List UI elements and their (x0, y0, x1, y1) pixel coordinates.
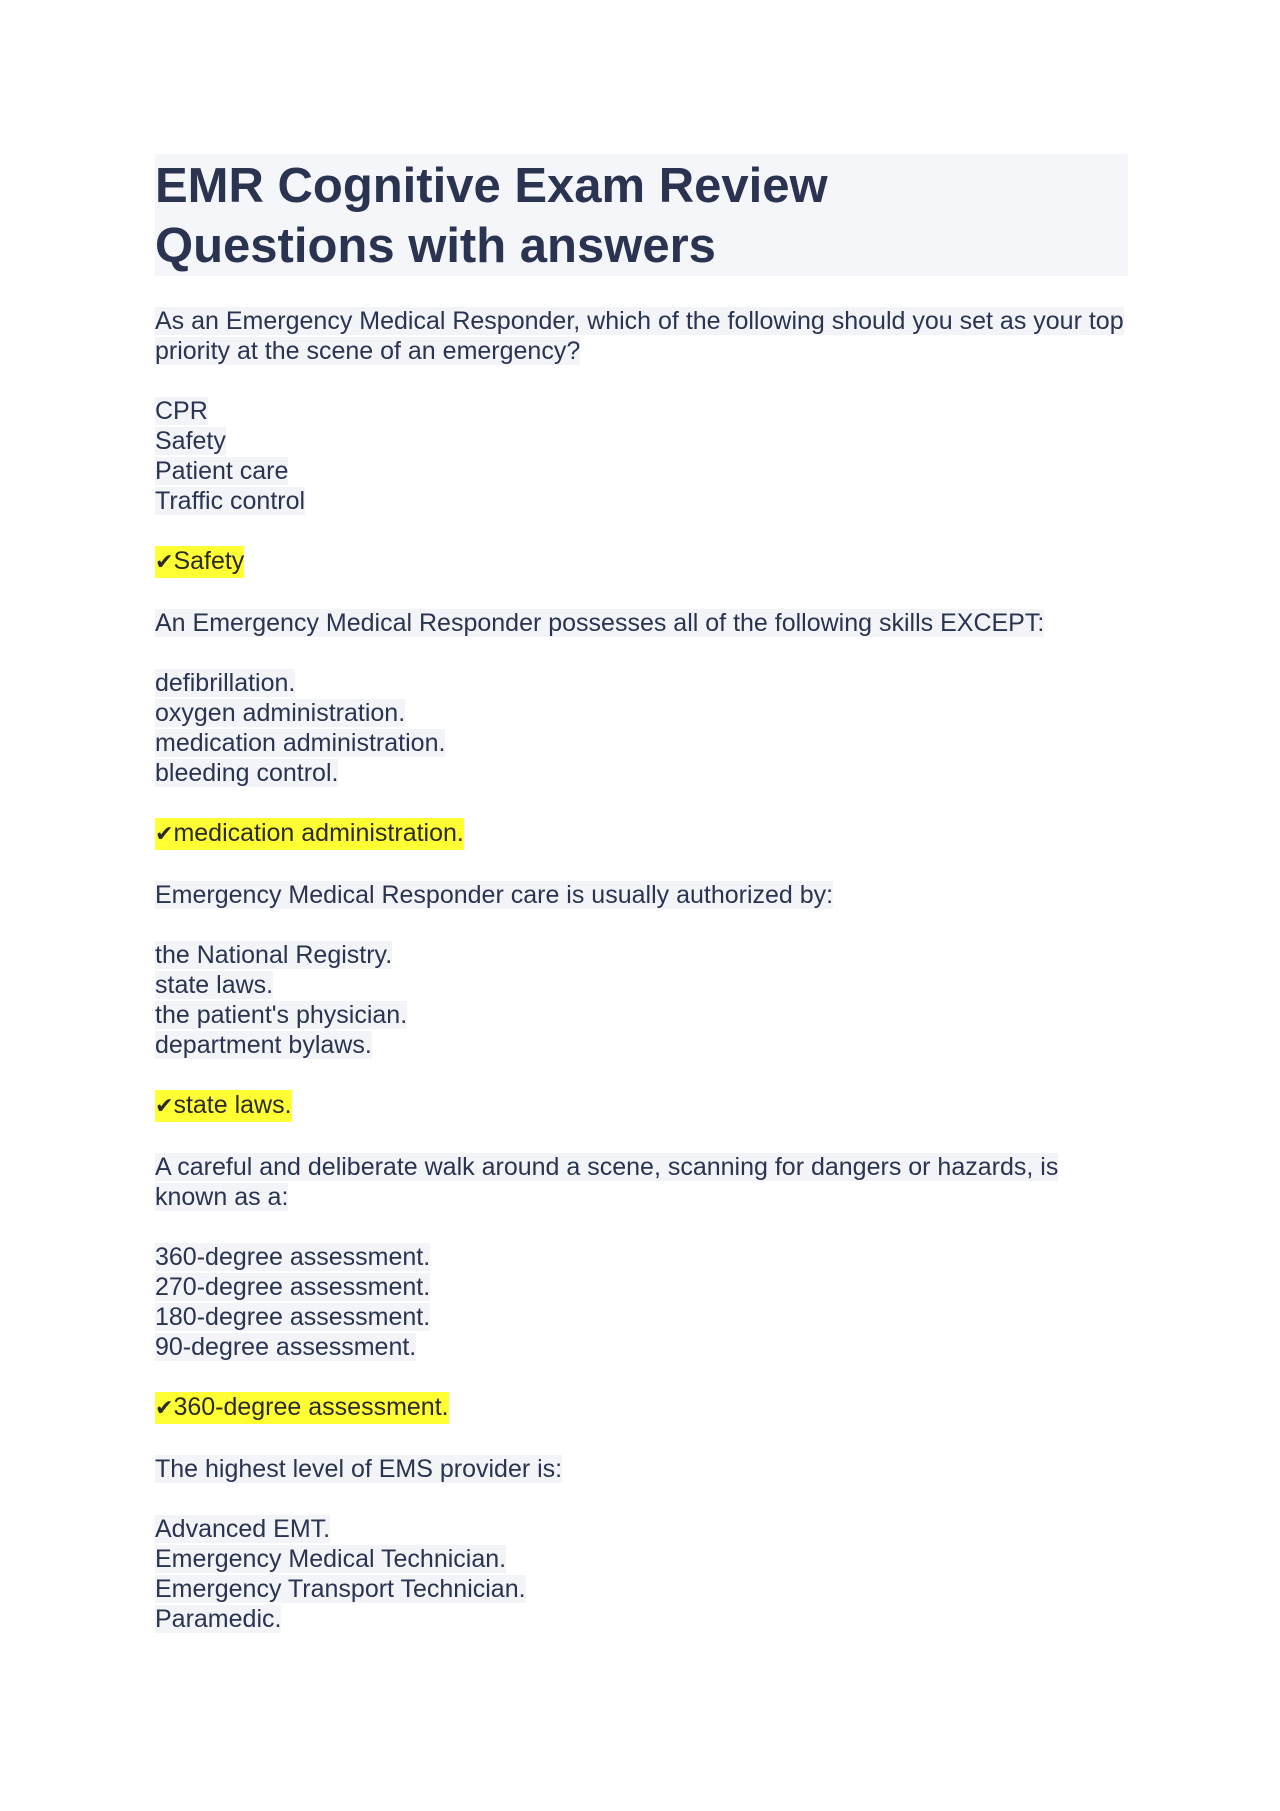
option-item (155, 668, 1128, 698)
question-text (155, 880, 1130, 910)
question-block (155, 608, 1128, 880)
answer-highlight (155, 546, 244, 578)
option-text: 180-degree assessment. (155, 1303, 431, 1331)
option-text: defibrillation. (155, 669, 296, 697)
option-item (155, 1000, 1128, 1030)
option-item (155, 1302, 1128, 1332)
answer-row (155, 818, 1128, 880)
option-text: oxygen administration. (155, 699, 406, 727)
options-list (155, 1242, 1128, 1362)
option-item (155, 1242, 1128, 1272)
answer-text: Safety (173, 547, 245, 575)
option-item (155, 698, 1128, 728)
answer-highlight (155, 1392, 449, 1424)
option-text: department bylaws. (155, 1031, 372, 1059)
question-block (155, 306, 1128, 608)
options-list (155, 396, 1128, 516)
question-text-content: The highest level of EMS provider is: (155, 1455, 563, 1483)
answer-text: medication administration. (173, 819, 464, 847)
answer-text: state laws. (173, 1091, 292, 1119)
check-icon: ✔ (155, 822, 174, 847)
option-text: Emergency Medical Technician. (155, 1545, 507, 1573)
option-text: 90-degree assessment. (155, 1333, 417, 1361)
option-item (155, 728, 1128, 758)
question-text-content: As an Emergency Medical Responder, which of the following should you set as your top priority at the scene of an emergency? (155, 307, 1124, 365)
option-item (155, 426, 1128, 456)
option-item (155, 1574, 1128, 1604)
options-list (155, 1514, 1128, 1634)
answer-row (155, 546, 1128, 608)
answer-highlight (155, 818, 464, 850)
option-item (155, 1544, 1128, 1574)
option-text: Advanced EMT. (155, 1515, 331, 1543)
option-item (155, 1272, 1128, 1302)
option-item (155, 758, 1128, 788)
answer-highlight (155, 1090, 292, 1122)
question-text (155, 1454, 1130, 1484)
question-text (155, 608, 1130, 638)
answer-text: 360-degree assessment. (173, 1393, 449, 1421)
option-item (155, 1604, 1128, 1634)
question-text-content: An Emergency Medical Responder possesses all of the following skills EXCEPT: (155, 609, 1045, 637)
option-text: the National Registry. (155, 941, 393, 969)
option-item (155, 486, 1128, 516)
title-block (155, 154, 1128, 276)
option-text: Paramedic. (155, 1605, 282, 1633)
question-text (155, 1152, 1130, 1212)
options-list (155, 668, 1128, 788)
check-icon: ✔ (155, 1094, 174, 1119)
question-block (155, 1454, 1128, 1634)
question-text-content: Emergency Medical Responder care is usually authorized by: (155, 881, 834, 909)
option-item (155, 396, 1128, 426)
question-block (155, 1152, 1128, 1454)
check-icon: ✔ (155, 1396, 174, 1421)
option-text: state laws. (155, 971, 274, 999)
answer-row (155, 1090, 1128, 1152)
option-text: 360-degree assessment. (155, 1243, 431, 1271)
option-item (155, 1514, 1128, 1544)
option-text: the patient's physician. (155, 1001, 408, 1029)
question-block (155, 880, 1128, 1152)
option-text: bleeding control. (155, 759, 339, 787)
option-text: Safety (155, 427, 226, 455)
option-text: Patient care (155, 457, 289, 485)
option-text: 270-degree assessment. (155, 1273, 431, 1301)
option-item (155, 1332, 1128, 1362)
question-text (155, 306, 1130, 366)
option-text: CPR (155, 397, 208, 425)
option-item (155, 940, 1128, 970)
option-text: medication administration. (155, 729, 446, 757)
answer-row (155, 1392, 1128, 1454)
check-icon: ✔ (155, 550, 174, 575)
option-item (155, 1030, 1128, 1060)
option-item (155, 970, 1128, 1000)
document-title: EMR Cognitive Exam Review Questions with answers (155, 159, 828, 273)
question-text-content: A careful and deliberate walk around a scene, scanning for dangers or hazards, is known as a: (155, 1153, 1059, 1211)
options-list (155, 940, 1128, 1060)
option-item (155, 456, 1128, 486)
option-text: Emergency Transport Technician. (155, 1575, 526, 1603)
option-text: Traffic control (155, 487, 306, 515)
